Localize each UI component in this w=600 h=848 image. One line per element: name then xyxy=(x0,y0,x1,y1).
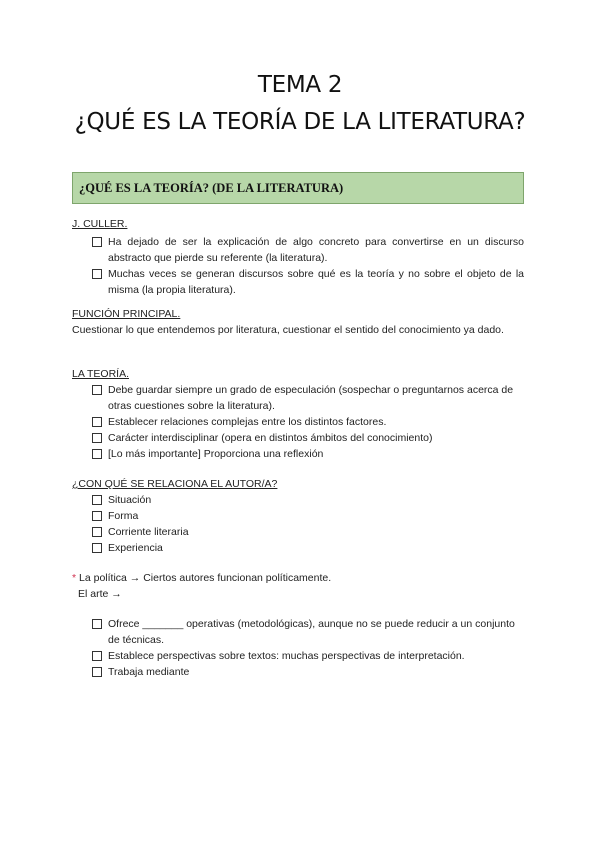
checkbox-icon[interactable] xyxy=(92,417,102,427)
culler-list xyxy=(92,234,524,298)
relaciona-heading: ¿CON QUÉ SE RELACIONA EL AUTOR/A? xyxy=(72,478,278,490)
relaciona-list xyxy=(92,492,524,556)
teoria-heading: LA TEORÍA. xyxy=(72,368,129,380)
checkbox-icon[interactable] xyxy=(92,269,102,279)
funcion-text: Cuestionar lo que entendemos por literatura, cuestionar el sentido del conocimiento ya dado. xyxy=(72,324,504,336)
list-item: Situación xyxy=(92,492,524,508)
final-list xyxy=(92,616,524,680)
document-title: TEMA 2 xyxy=(257,72,343,98)
checkbox-icon[interactable] xyxy=(92,527,102,537)
checkbox-icon[interactable] xyxy=(92,237,102,247)
section-banner-text: ¿QUÉ ES LA TEORÍA? (DE LA LITERATURA) xyxy=(79,181,344,195)
list-item: [Lo más importante] Proporciona una reflexión xyxy=(92,446,524,462)
checkbox-icon[interactable] xyxy=(92,433,102,443)
document-subtitle: ¿QUÉ ES LA TEORÍA DE LA LITERATURA? xyxy=(74,109,526,135)
list-item: Experiencia xyxy=(92,540,524,556)
checkbox-icon[interactable] xyxy=(92,651,102,661)
list-item: Trabaja mediante xyxy=(92,664,524,680)
list-item: Carácter interdisciplinar (opera en distintos ámbitos del conocimiento) xyxy=(92,430,524,446)
list-item: Corriente literaria xyxy=(92,524,524,540)
checkbox-icon[interactable] xyxy=(92,511,102,521)
checkbox-icon[interactable] xyxy=(92,449,102,459)
list-item: Forma xyxy=(92,508,524,524)
list-item: Ha dejado de ser la explicación de algo concreto para convertirse en un discurso abstracto que pierde su referente (la literatura). xyxy=(92,234,524,266)
politica-note: * La política → Ciertos autores funcionan políticamente. xyxy=(72,572,332,584)
checkbox-icon[interactable] xyxy=(92,495,102,505)
list-item: Establecer relaciones complejas entre los distintos factores. xyxy=(92,414,524,430)
checkbox-icon[interactable] xyxy=(92,385,102,395)
culler-heading: J. CULLER. xyxy=(72,218,128,230)
asterisk-icon: * xyxy=(72,572,77,584)
list-item: Establece perspectivas sobre textos: muchas perspectivas de interpretación. xyxy=(92,648,524,664)
checkbox-icon[interactable] xyxy=(92,667,102,677)
section-banner xyxy=(72,172,524,204)
checkbox-icon[interactable] xyxy=(92,543,102,553)
arte-note: El arte → xyxy=(78,588,122,600)
funcion-heading: FUNCIÓN PRINCIPAL. xyxy=(72,308,181,320)
teoria-list xyxy=(92,382,524,462)
list-item: Muchas veces se generan discursos sobre qué es la teoría y no sobre el objeto de la misma (la propia literatura). xyxy=(92,266,524,298)
list-item: Debe guardar siempre un grado de especulación (sospechar o preguntarnos acerca de otras cuestiones sobre la literatura). xyxy=(92,382,524,414)
checkbox-icon[interactable] xyxy=(92,619,102,629)
list-item: Ofrece _______ operativas (metodológicas), aunque no se puede reducir a un conjunto de técnicas. xyxy=(92,616,524,648)
